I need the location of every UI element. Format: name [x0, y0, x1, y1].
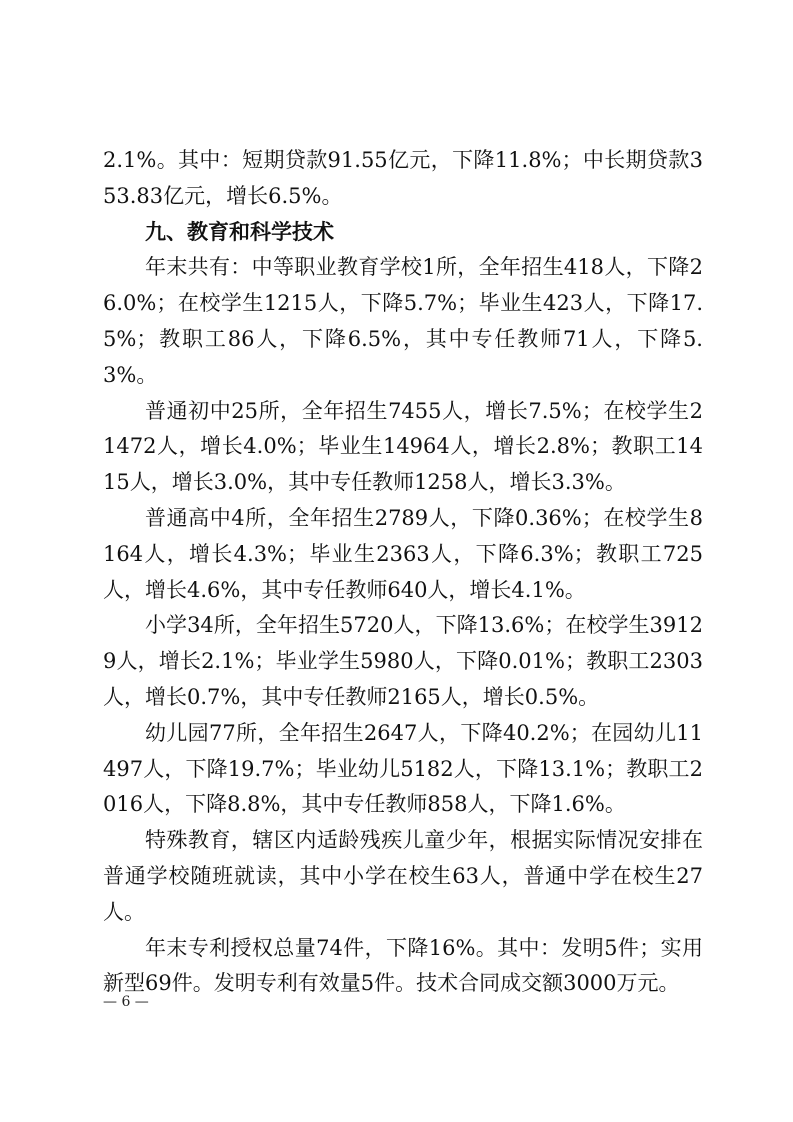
paragraph-vocational-schools: 年末共有：中等职业教育学校1所，全年招生418人，下降26.0%；在校学生1215人，下降5.7%；毕业生423人，下降17.5%；教职工86人，下降6.5%，其中专任教师71人，下降5.3%。	[103, 255, 703, 387]
paragraph-kindergartens: 幼儿园77所，全年招生2647人，下降40.2%；在园幼儿11497人，下降19.7%；毕业幼儿5182人，下降13.1%；教职工2016人，下降8.8%，其中专任教师858人，下降1.6%。	[103, 720, 703, 817]
paragraph-loans-continued: 2.1%。其中：短期贷款91.55亿元，下降11.8%；中长期贷款353.83亿元，增长6.5%。	[103, 148, 703, 208]
section-heading: 九、教育和科学技术	[145, 219, 334, 244]
paragraph-senior-high: 普通高中4所，全年招生2789人，下降0.36%；在校学生8164人，增长4.3%；毕业生2363人，下降6.3%；教职工725人，增长4.6%，其中专任教师640人，增长4.1%。	[103, 505, 703, 602]
paragraph-special-education: 特殊教育，辖区内适龄残疾儿童少年，根据实际情况安排在普通学校随班就读，其中小学在校生63人，普通中学在校生27人。	[103, 828, 703, 924]
page-number: — 6 —	[103, 994, 149, 1010]
paragraph-primary-schools: 小学34所，全年招生5720人，下降13.6%；在校学生39129人，增长2.1%；毕业学生5980人，下降0.01%；教职工2303人，增长0.7%，其中专任教师2165人，增长0.5%。	[103, 613, 703, 709]
document-body	[103, 143, 703, 1002]
paragraph-patents: 年末专利授权总量74件，下降16%。其中：发明5件；实用新型69件。发明专利有效量5件。技术合同成交额3000万元。	[103, 935, 703, 996]
paragraph-junior-high: 普通初中25所，全年招生7455人，增长7.5%；在校学生21472人，增长4.0%；毕业生14964人，增长2.8%；教职工1415人，增长3.0%，其中专任教师1258人，增长3.3%。	[103, 398, 703, 495]
